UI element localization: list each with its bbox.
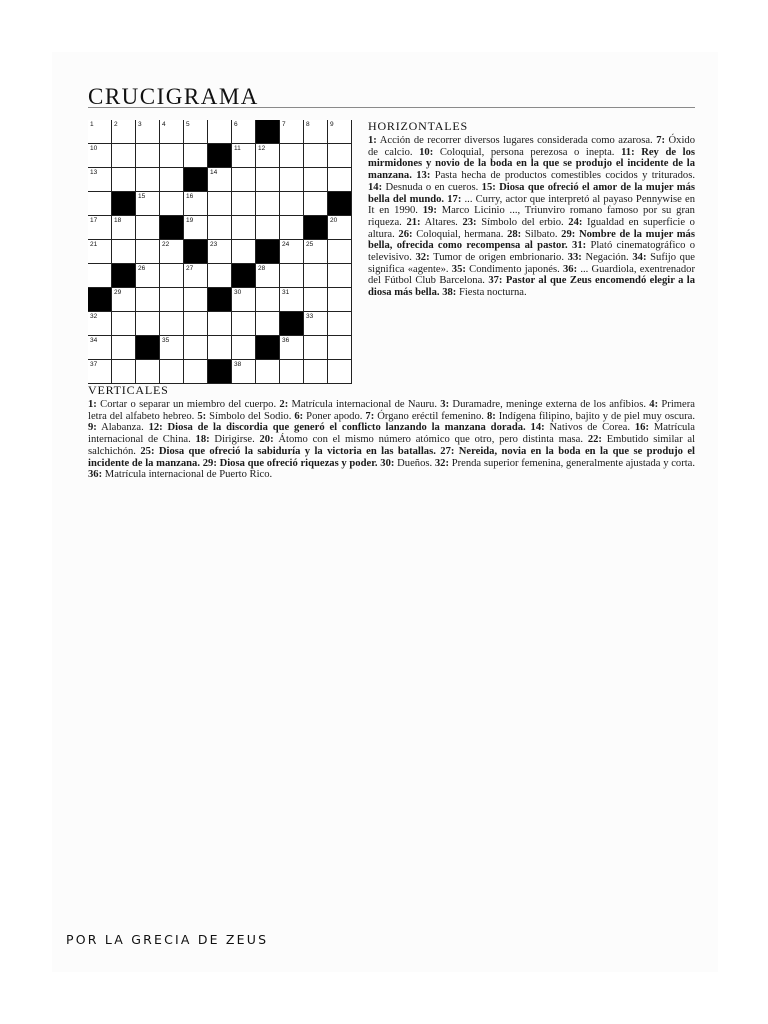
grid-cell	[256, 360, 280, 384]
grid-cell	[112, 360, 136, 384]
grid-cell	[136, 216, 160, 240]
grid-cell-black	[208, 144, 232, 168]
grid-cell-black	[328, 192, 352, 216]
clue-text: Negación.	[585, 252, 629, 264]
cell-number: 27	[186, 265, 194, 272]
clue-text: Tumor de origen embrionario.	[433, 252, 564, 264]
clue-number: 20:	[259, 434, 274, 446]
grid-cell	[184, 192, 208, 216]
clue-number: 7:	[365, 410, 375, 422]
clue-text: Matrícula internacional de Puerto Rico.	[104, 469, 273, 481]
clue-number: 36:	[88, 469, 103, 481]
grid-cell	[136, 192, 160, 216]
clue-number: 32:	[415, 252, 430, 264]
clue-number: 26:	[398, 228, 413, 240]
grid-cell	[112, 216, 136, 240]
clue-text: Sufijo que significa «agente».	[368, 252, 695, 275]
grid-cell	[256, 312, 280, 336]
grid-cell	[184, 336, 208, 360]
grid-cell	[304, 192, 328, 216]
grid-cell-black	[112, 264, 136, 288]
grid-cell	[304, 336, 328, 360]
clue-text: Condimento japonés.	[469, 263, 560, 275]
cell-number: 25	[306, 241, 314, 248]
grid-cell-black	[232, 264, 256, 288]
clue-number: 5:	[197, 410, 207, 422]
clue-text: Matrícula internacional de Nauru.	[291, 399, 437, 410]
clue-text: Fiesta nocturna.	[458, 287, 527, 299]
clue-text: Indígena filipino, bajito y de piel muy oscura.	[498, 410, 696, 422]
grid-cell	[208, 312, 232, 336]
clue-number: 1:	[88, 399, 97, 410]
grid-cell	[88, 216, 112, 240]
clue	[452, 264, 563, 275]
clue-text: Diosa de la discordia que generó el conflicto lanzando la manzana dorada.	[167, 422, 526, 434]
grid-cell	[160, 240, 184, 264]
vertical-clue-list	[88, 399, 695, 481]
crossword-grid	[88, 120, 352, 384]
clue	[88, 399, 279, 410]
clue-number: 16:	[634, 422, 649, 434]
clue-number: 25:	[140, 445, 155, 457]
clue-text: Dirigirse.	[214, 434, 255, 446]
clue-text: ... Curry, actor que interpretó al payaso Pennywise en It en 1990.	[368, 193, 695, 217]
clue-text: Símbolo del Sodio.	[209, 410, 292, 422]
clue-number: 34:	[632, 252, 647, 264]
clue-text: Primera letra del alfabeto hebreo.	[88, 399, 695, 422]
grid-cell	[256, 264, 280, 288]
grid-cell	[280, 288, 304, 312]
cell-number: 33	[306, 313, 314, 320]
grid-cell	[304, 120, 328, 144]
cell-number: 10	[90, 145, 98, 152]
grid-cell	[328, 120, 352, 144]
grid-cell	[232, 216, 256, 240]
horizontal-clues-section	[368, 119, 695, 299]
grid-cell	[160, 312, 184, 336]
grid-cell-black	[256, 240, 280, 264]
clue	[203, 458, 381, 469]
grid-cell	[112, 144, 136, 168]
grid-cell	[256, 216, 280, 240]
grid-cell-black	[256, 336, 280, 360]
clue-number: 36:	[562, 263, 578, 275]
grid-cell	[160, 288, 184, 312]
grid-cell	[112, 120, 136, 144]
grid-cell	[328, 168, 352, 192]
clue-number: 2:	[279, 399, 289, 410]
grid-cell	[184, 216, 208, 240]
cell-number: 20	[330, 217, 338, 224]
grid-cell	[232, 336, 256, 360]
grid-cell	[256, 168, 280, 192]
clue	[196, 434, 260, 445]
clue-text: Nombre de la mujer más bella, ofrecida como recompensa al pastor.	[368, 228, 695, 252]
grid-cell	[88, 240, 112, 264]
clue	[419, 147, 621, 158]
cell-number: 36	[282, 337, 290, 344]
clue-text: Nereida, novia en la boda en la que se produjo el incidente de la manzana.	[88, 445, 695, 469]
cell-number: 26	[138, 265, 146, 272]
grid-cell-black	[208, 288, 232, 312]
clue-number: 29:	[202, 457, 217, 469]
clue-number: 8:	[486, 410, 496, 422]
clue-text: Coloquial, hermana.	[416, 228, 504, 240]
grid-cell	[280, 240, 304, 264]
clue	[365, 411, 487, 422]
grid-cell	[232, 312, 256, 336]
clue-text: Pasta hecha de productos comestibles cocidos y triturados.	[434, 170, 695, 182]
clue-number: 32:	[434, 457, 449, 469]
grid-cell	[304, 240, 328, 264]
grid-cell	[280, 168, 304, 192]
clue-number: 6:	[294, 410, 304, 422]
grid-cell	[88, 192, 112, 216]
cell-number: 34	[90, 337, 98, 344]
grid-cell	[160, 120, 184, 144]
grid-cell	[280, 336, 304, 360]
cell-number: 7	[282, 121, 286, 128]
grid-cell	[136, 120, 160, 144]
clue-number: 31:	[572, 240, 587, 252]
clue	[88, 469, 272, 480]
clue-text: Matrícula internacional de China.	[88, 422, 695, 446]
cell-number: 12	[258, 145, 266, 152]
grid-cell	[184, 144, 208, 168]
grid-cell	[232, 240, 256, 264]
clue-text: Silbato.	[524, 228, 558, 240]
clue-text: Pastor al que Zeus encomendó elegir a la diosa más bella.	[368, 275, 695, 299]
clue-number: 11:	[621, 146, 635, 158]
grid-cell	[304, 168, 328, 192]
cell-number: 14	[210, 169, 218, 176]
cell-number: 17	[90, 217, 98, 224]
clue	[140, 446, 440, 457]
cell-number: 35	[162, 337, 170, 344]
grid-cell	[136, 360, 160, 384]
cell-number: 9	[330, 121, 334, 128]
grid-cell	[208, 240, 232, 264]
clue-text: ... Guardiola, exentrenador del Fútbol Club Barcelona.	[368, 263, 695, 287]
cell-number: 13	[90, 169, 98, 176]
grid-cell	[112, 240, 136, 264]
grid-cell	[280, 192, 304, 216]
grid-cell	[232, 360, 256, 384]
grid-cell-black	[184, 168, 208, 192]
clue-text: Prenda superior femenina, generalmente ajustada y corta.	[451, 457, 696, 469]
grid-cell	[160, 168, 184, 192]
clue	[462, 217, 568, 228]
horizontal-heading: HORIZONTALES	[368, 119, 468, 133]
cell-number: 38	[234, 361, 242, 368]
cell-number: 4	[162, 121, 166, 128]
clue-number: 17:	[447, 193, 462, 205]
grid-cell	[328, 144, 352, 168]
clue-number: 13:	[416, 170, 431, 182]
grid-cell-black	[184, 240, 208, 264]
clue	[279, 399, 440, 410]
grid-cell	[88, 120, 112, 144]
clue-text: Átomo con el mismo número atómico que otro, pero distinta masa.	[278, 434, 584, 446]
clue-text: Óxido de calcio.	[368, 135, 695, 158]
cell-number: 3	[138, 121, 142, 128]
clue-text: Órgano eréctil femenino.	[377, 410, 484, 422]
clue	[368, 135, 656, 146]
grid-cell-black	[304, 216, 328, 240]
grid-cell	[88, 168, 112, 192]
grid-cell	[112, 312, 136, 336]
grid-cell	[280, 264, 304, 288]
cell-number: 6	[234, 121, 238, 128]
clue-text: Coloquial, persona perezosa o inepta.	[439, 146, 615, 158]
clue-number: 29:	[561, 228, 576, 240]
cell-number: 37	[90, 361, 98, 368]
clue-text: Símbolo del erbio.	[481, 216, 564, 228]
cell-number: 31	[282, 289, 290, 296]
clue	[442, 287, 526, 298]
grid-cell	[256, 192, 280, 216]
grid-cell	[304, 288, 328, 312]
clue	[435, 458, 695, 469]
grid-cell	[160, 144, 184, 168]
cell-number: 8	[306, 121, 310, 128]
clue-number: 7:	[656, 135, 666, 146]
clue-number: 37:	[488, 275, 503, 287]
clue-number: 4:	[649, 399, 659, 410]
cell-number: 24	[282, 241, 290, 248]
clue-text: Plató cinematográfico o televisivo.	[368, 240, 695, 264]
clue-number: 19:	[422, 205, 437, 217]
grid-cell	[136, 240, 160, 264]
clue-number: 9:	[88, 422, 97, 434]
clue-text: Rey de los mirmidones y novio de la boda en la que se produjo el incidente de la manzana.	[368, 146, 695, 182]
clue-number: 21:	[406, 216, 421, 228]
grid-cell	[256, 288, 280, 312]
clue	[568, 252, 633, 263]
grid-cell	[328, 336, 352, 360]
grid-cell	[88, 336, 112, 360]
grid-cell	[160, 336, 184, 360]
cell-number: 19	[186, 217, 194, 224]
clue-text: Altares.	[424, 216, 458, 228]
grid-cell	[112, 288, 136, 312]
grid-cell	[208, 168, 232, 192]
clue	[88, 422, 149, 433]
grid-cell	[328, 264, 352, 288]
clue-text: Diosa que ofreció la sabiduría y la victoria en las batallas.	[158, 445, 436, 457]
cell-number: 28	[258, 265, 266, 272]
grid-cell	[304, 264, 328, 288]
grid-cell	[256, 144, 280, 168]
grid-cell	[208, 336, 232, 360]
clue-number: 22:	[587, 434, 602, 446]
grid-cell	[184, 288, 208, 312]
grid-cell	[136, 144, 160, 168]
grid-cell-black	[112, 192, 136, 216]
clue	[507, 229, 561, 240]
cell-number: 21	[90, 241, 98, 248]
grid-cell	[112, 168, 136, 192]
grid-cell	[232, 168, 256, 192]
clue-number: 10:	[419, 146, 434, 158]
clue-number: 28:	[507, 228, 522, 240]
grid-cell	[208, 216, 232, 240]
clue-number: 15:	[481, 181, 496, 193]
cell-number: 22	[162, 241, 170, 248]
clue-text: Duramadre, meninge externa de los anfibios.	[452, 399, 646, 410]
cell-number: 2	[114, 121, 118, 128]
cell-number: 29	[114, 289, 122, 296]
grid-cell	[232, 120, 256, 144]
grid-cell	[328, 312, 352, 336]
grid-cell	[280, 120, 304, 144]
grid-cell	[88, 312, 112, 336]
grid-cell	[160, 264, 184, 288]
clue	[398, 229, 507, 240]
grid-cell	[136, 264, 160, 288]
clue-text: Embutido similar al salchichón.	[88, 434, 696, 457]
grid-cell	[88, 264, 112, 288]
cell-number: 18	[114, 217, 122, 224]
vertical-clues-section	[88, 383, 695, 481]
grid-cell	[328, 216, 352, 240]
clue-number: 18:	[195, 434, 210, 446]
grid-cell	[208, 120, 232, 144]
clue-number: 24:	[568, 216, 583, 228]
page-title: CRUCIGRAMA	[88, 84, 259, 109]
horizontal-clue-list	[368, 135, 695, 299]
cell-number: 32	[90, 313, 98, 320]
grid-cell	[88, 144, 112, 168]
clue	[260, 434, 588, 445]
clue-text: Diosa que ofreció el amor de la mujer más bella del mundo.	[368, 181, 695, 205]
clue	[416, 252, 568, 263]
grid-cell	[136, 168, 160, 192]
footer-brand: POR LA GRECIA DE ZEUS	[66, 932, 269, 947]
grid-cell	[184, 264, 208, 288]
clue	[380, 458, 435, 469]
clue-number: 1:	[368, 135, 377, 146]
clue-number: 33:	[567, 252, 582, 264]
grid-cell-black	[256, 120, 280, 144]
grid-cell	[136, 312, 160, 336]
grid-cell	[232, 144, 256, 168]
grid-cell	[328, 240, 352, 264]
clue	[294, 411, 365, 422]
grid-cell	[304, 144, 328, 168]
grid-cell-black	[160, 216, 184, 240]
clue-number: 14:	[368, 181, 383, 193]
clue-text: Poner apodo.	[306, 410, 363, 422]
cell-number: 5	[186, 121, 190, 128]
grid-cell	[136, 288, 160, 312]
grid-cell	[328, 288, 352, 312]
grid-cell	[208, 264, 232, 288]
clue-text: Igualdad en superficie o altura.	[368, 216, 695, 240]
clue-text: Marco Licinio ..., Triunviro romano famoso por su gran riqueza.	[368, 205, 695, 228]
grid-cell-black	[280, 312, 304, 336]
clue-number: 38:	[442, 287, 457, 299]
grid-cell	[280, 144, 304, 168]
grid-cell	[88, 360, 112, 384]
grid-cell	[160, 192, 184, 216]
clue-number: 35:	[451, 263, 466, 275]
clue-number: 27:	[440, 445, 455, 457]
grid-cell	[112, 336, 136, 360]
clue-number: 23:	[462, 216, 477, 228]
cell-number: 1	[90, 121, 94, 128]
cell-number: 23	[210, 241, 218, 248]
grid-cell	[184, 312, 208, 336]
clue	[487, 411, 695, 422]
clue-text: Alabanza.	[101, 422, 144, 434]
grid-cell-black	[88, 288, 112, 312]
clue	[406, 217, 462, 228]
cell-number: 16	[186, 193, 194, 200]
clue-text: Cortar o separar un miembro del cuerpo.	[100, 399, 277, 410]
grid-cell	[328, 360, 352, 384]
grid-cell	[184, 120, 208, 144]
grid-cell	[184, 360, 208, 384]
clue	[416, 170, 695, 181]
grid-cell-black	[136, 336, 160, 360]
clue-number: 12:	[148, 422, 163, 434]
grid-cell	[280, 216, 304, 240]
clue	[368, 182, 482, 193]
clue-text: Dueños.	[397, 457, 433, 469]
clue-number: 3:	[440, 399, 450, 410]
grid-cell	[304, 360, 328, 384]
grid-cell	[304, 312, 328, 336]
vertical-heading: VERTICALES	[88, 383, 169, 397]
title-divider	[88, 107, 695, 108]
grid-cell	[160, 360, 184, 384]
clue-text: Acción de recorrer diversos lugares considerada como azarosa.	[379, 135, 653, 146]
cell-number: 30	[234, 289, 242, 296]
cell-number: 11	[234, 145, 241, 152]
clue-number: 30:	[380, 457, 395, 469]
grid-cell	[280, 360, 304, 384]
clue	[531, 422, 635, 433]
clue-text: Nativos de Corea.	[549, 422, 631, 434]
clue-text: Desnuda o en cueros.	[385, 181, 479, 193]
grid-cell	[208, 192, 232, 216]
clue	[197, 411, 294, 422]
clue-number: 14:	[530, 422, 545, 434]
clue-text: Diosa que ofreció riquezas y poder.	[219, 457, 378, 469]
clue	[149, 422, 531, 433]
grid-cell	[232, 288, 256, 312]
grid-cell	[232, 192, 256, 216]
grid-cell-black	[208, 360, 232, 384]
cell-number: 15	[138, 193, 146, 200]
clue	[440, 399, 649, 410]
